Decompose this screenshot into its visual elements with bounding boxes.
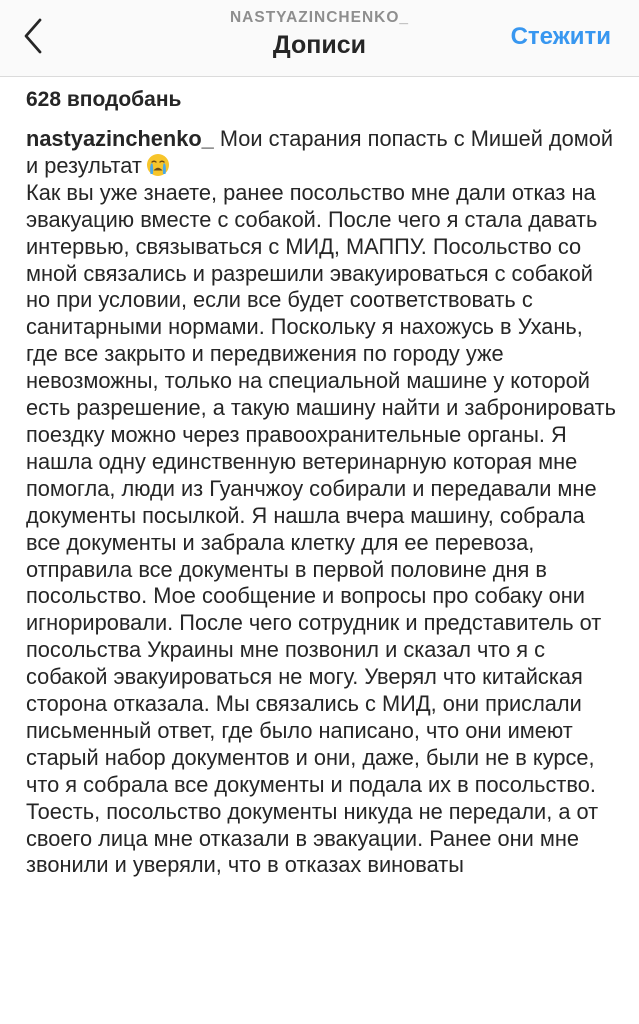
nav-header [0, 0, 639, 77]
likes-count[interactable]: 628 вподобань [26, 88, 182, 111]
caption-username[interactable]: nastyazinchenko_ [26, 126, 214, 151]
caption-first-line: Мои старания попасть с Мишей домой и результат [26, 126, 614, 178]
caption-body: Как вы уже знаете, ранее посольство мне дали отказ на эвакуацию вместе с собакой. После чего я стала давать интервью, связываться с МИД, МАППУ. Посольство со мной связались и разрешили эвакуироваться с собакой но при условии, если все будет соответствовать с санитарными нормами. Поскольку я нахожусь в Ухань, где все закрыто и передвижения по городу уже невозможны, только на специальной машине у которой есть разрешение, а такую машину найти и забронировать поездку можно через правоохранительные органы. Я нашла одну единственную ветеринарную которая мне помогла, люди из Гуанчжоу собирали и передавали мне документы посылкой. Я нашла вчера машину, собрала все документы и забрала клетку для ее перевоза, отправила все документы в первой половине дня в посольство. Мое сообщение и вопросы про собаку они игнорировали. После чего сотрудник и представитель от посольства Украины мне позвонил и сказал что я с собакой эвакуироваться не могу. Уверял что китайская сторона отказала. Мы связались с МИД, они прислали письменный ответ, где было написано, что они имеют старый набор документов и они, даже, были не в курсе, что я собрала все документы и подала их в посольство. Тоесть, посольство документы никуда не передали, а от своего лица мне отказали в эвакуации. Ранее они мне звонили и уверяли, что в отказах виноваты [26, 179, 616, 878]
follow-button[interactable]: Стежити [510, 23, 611, 50]
page-title: Дописи [272, 31, 367, 59]
crying-face-icon [146, 153, 170, 177]
post-caption [26, 126, 616, 879]
header-username: NASTYAZINCHENKO_ [229, 9, 410, 26]
